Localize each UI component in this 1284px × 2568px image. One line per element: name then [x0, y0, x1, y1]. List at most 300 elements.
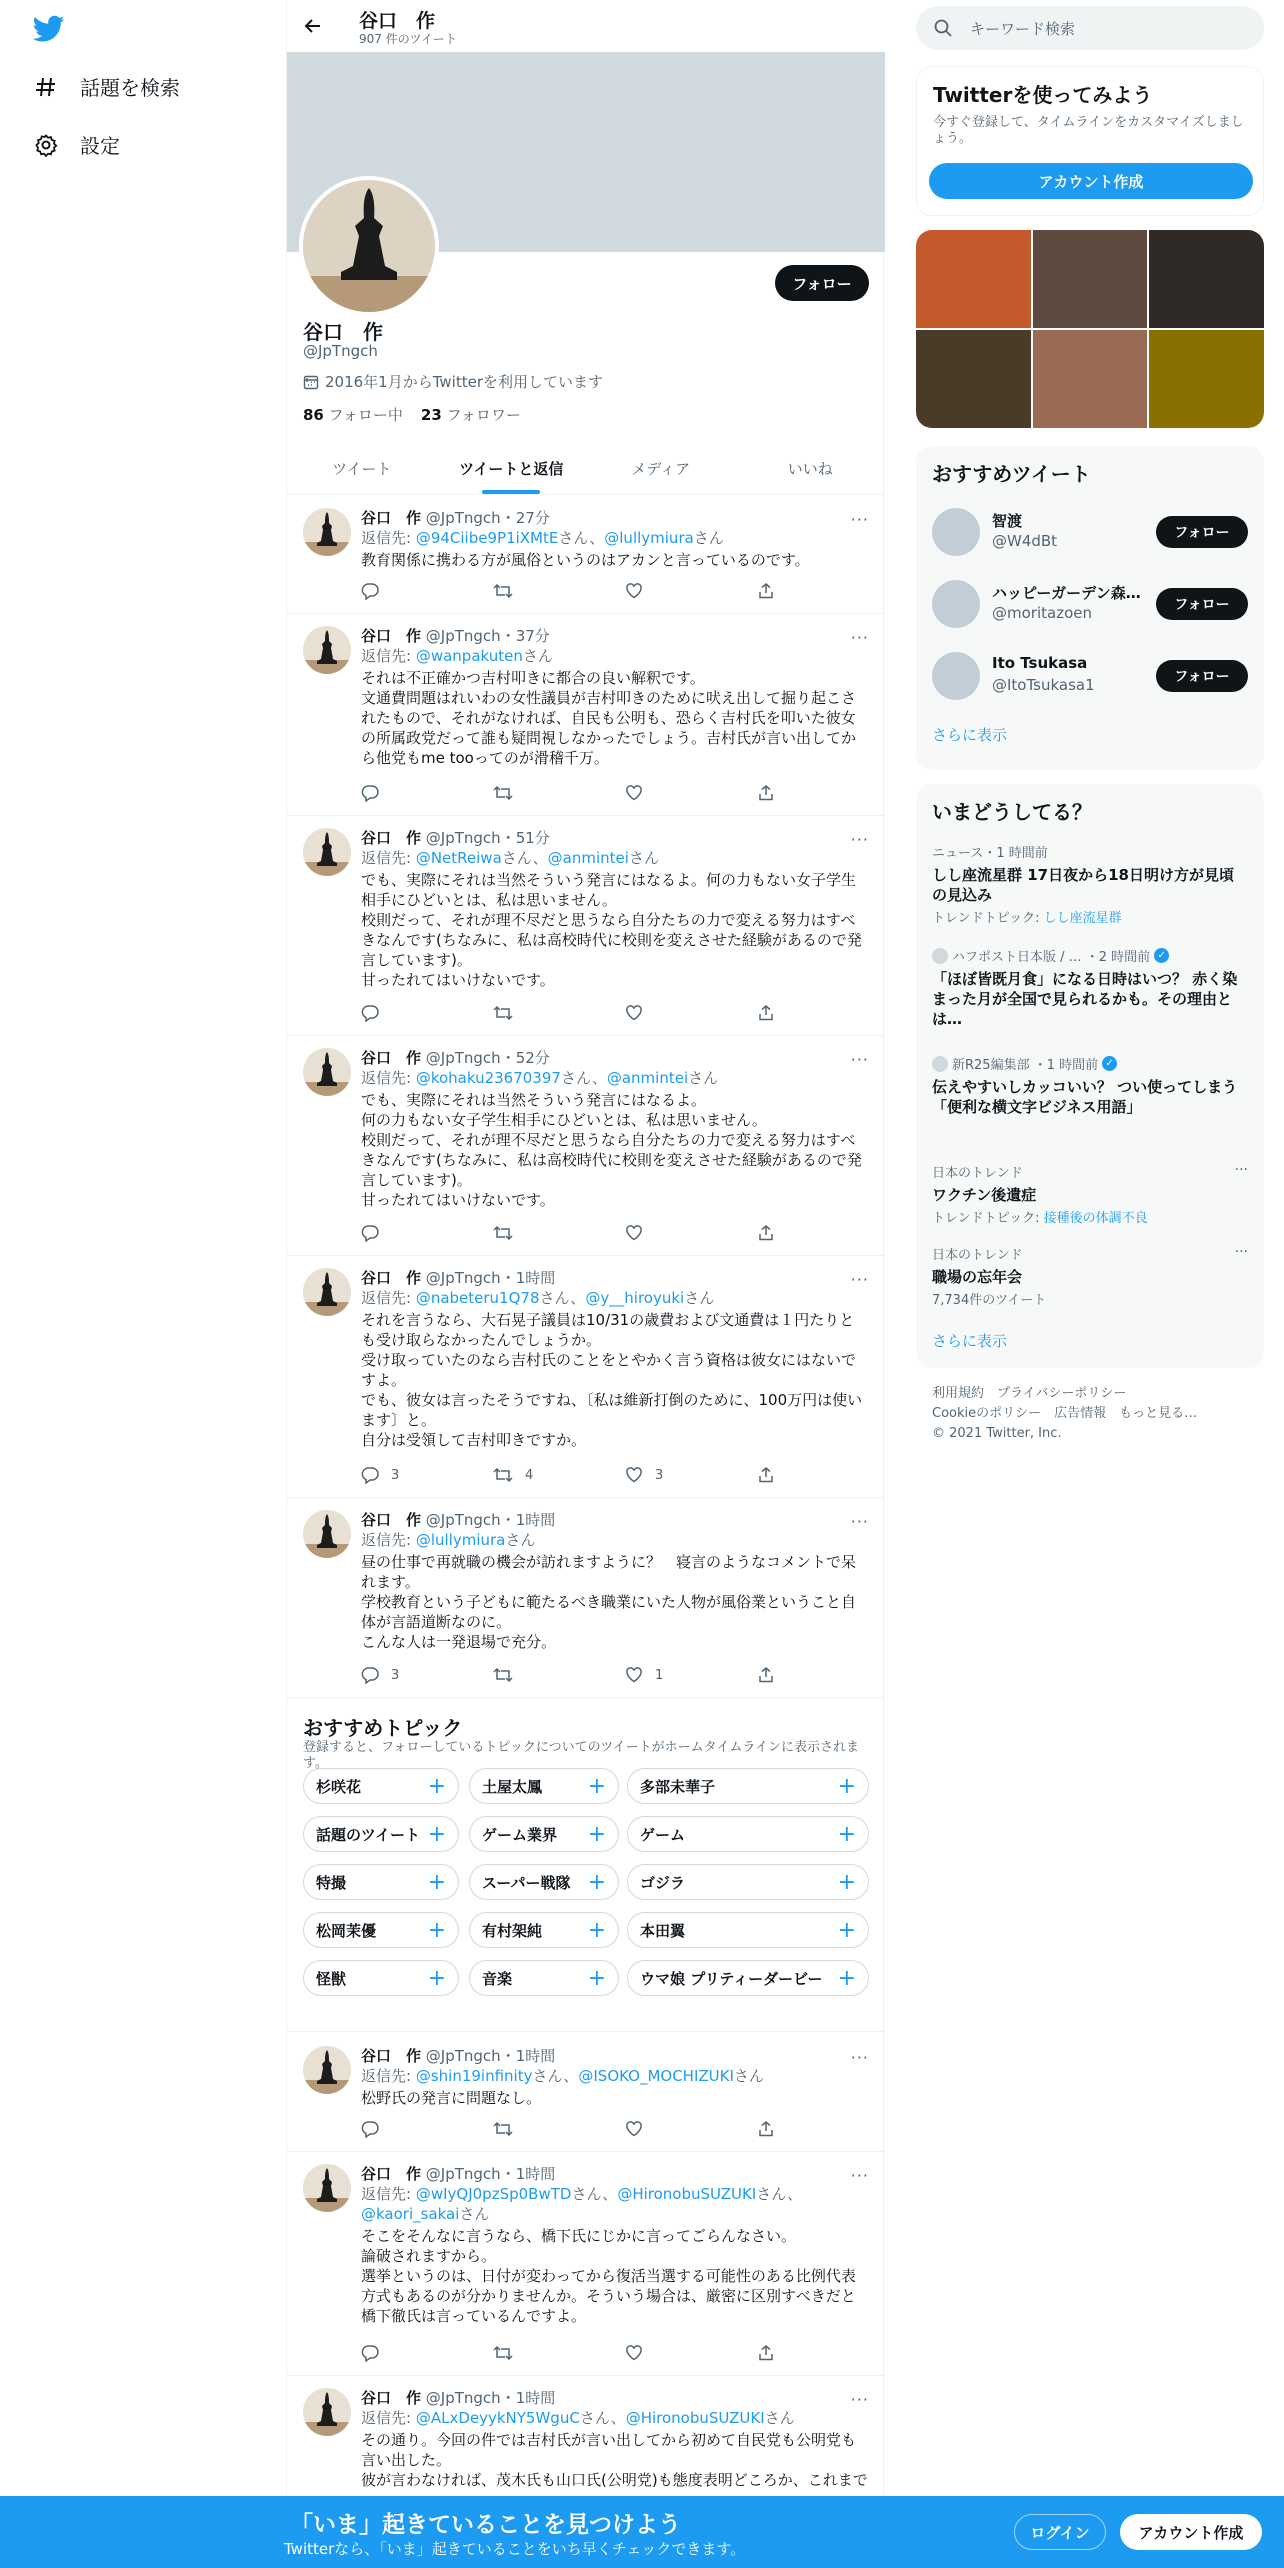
like-button[interactable]	[625, 2120, 655, 2138]
verified-badge-icon: ✓	[1102, 1056, 1117, 1071]
share-button[interactable]	[757, 582, 775, 600]
tweet-avatar[interactable]	[303, 2046, 351, 2094]
plus-icon: +	[837, 1821, 856, 1847]
media-thumbnail[interactable]	[916, 230, 1031, 328]
tweet-author-handle[interactable]: @JpTngch	[425, 509, 501, 527]
tweet-actions	[361, 1224, 801, 1244]
share-button[interactable]	[757, 1224, 775, 1242]
tweet-author-name[interactable]: 谷口 作	[361, 1269, 422, 1287]
profile-joined	[303, 371, 603, 392]
reply-mention-link[interactable]: @nabeteru1Q78	[415, 1289, 540, 1307]
tweet[interactable]	[287, 2152, 885, 2376]
tweet-avatar[interactable]	[303, 1510, 351, 1558]
tab-media[interactable]: メディア	[631, 460, 691, 478]
more-options-icon[interactable]: ···	[1234, 1162, 1248, 1178]
tweet-author-name[interactable]: 谷口 作	[361, 2165, 422, 2183]
tweet-actions	[361, 1004, 801, 1024]
retweet-button[interactable]	[493, 2120, 525, 2138]
tweet-avatar[interactable]	[303, 1048, 351, 1096]
tweet-separator: ・	[500, 627, 516, 645]
more-options-icon[interactable]: ···	[850, 1050, 869, 1069]
tweet-avatar[interactable]	[303, 2388, 351, 2436]
retweet-button[interactable]	[493, 2344, 525, 2362]
trend-title: しし座流星群 17日夜から18日明け方が見頃の見込み	[932, 866, 1234, 904]
reply-suffix: さん	[693, 529, 724, 547]
trend-context-text: ニュース・1 時間前	[932, 846, 1048, 861]
reply-button[interactable]	[361, 1466, 399, 1484]
tweet-actions	[361, 2120, 801, 2140]
reply-mention-link[interactable]: @kaori_sakai	[361, 2205, 460, 2223]
topic-chip-label: 本田翼	[640, 1921, 686, 1940]
tweet[interactable]	[287, 1036, 885, 1256]
followers-link[interactable]: 23 フォロワー	[420, 406, 521, 424]
footer-links-2[interactable]: Cookieのポリシー 広告情報 もっと見る…	[932, 1406, 1198, 1421]
trend-item[interactable]	[932, 1244, 1248, 1308]
plus-icon: +	[837, 1965, 856, 1991]
topic-chip[interactable]	[627, 1960, 869, 1996]
trend-item[interactable]	[932, 842, 1248, 926]
reply-prefix: 返信先:	[361, 1289, 416, 1307]
twitter-logo-icon[interactable]	[33, 15, 65, 43]
tweet-separator: ・	[500, 2047, 516, 2065]
share-button[interactable]	[757, 1466, 775, 1484]
gear-icon	[34, 133, 58, 157]
tweet-author-name[interactable]: 谷口 作	[361, 2047, 422, 2065]
tweet-separator: ・	[500, 1511, 516, 1529]
nav-settings[interactable]	[34, 130, 120, 159]
trend-context	[932, 842, 1248, 861]
trend-context	[932, 1244, 1248, 1263]
profile-header	[287, 0, 885, 52]
avatar[interactable]	[932, 580, 980, 628]
suggested-user[interactable]	[932, 648, 1248, 704]
plus-icon: +	[427, 1821, 446, 1847]
tweet-author-name[interactable]: 谷口 作	[361, 829, 422, 847]
share-button[interactable]	[757, 1004, 775, 1022]
who-to-follow-show-more[interactable]: さらに表示	[932, 726, 1008, 744]
tweet-separator: ・	[500, 2165, 516, 2183]
reply-button[interactable]	[361, 1004, 391, 1022]
tweet-actions	[361, 784, 801, 804]
media-thumbnail[interactable]	[1149, 330, 1264, 428]
trend-item[interactable]	[932, 1054, 1248, 1117]
tweet-time[interactable]: 1時間	[515, 2389, 556, 2407]
like-button[interactable]	[625, 1666, 663, 1684]
reply-suffix: さん、	[560, 1069, 607, 1087]
retweet-icon	[493, 1666, 513, 1684]
trend-context	[932, 946, 1248, 965]
topic-chip[interactable]	[627, 1864, 869, 1900]
trend-title: ワクチン後遺症	[932, 1186, 1037, 1204]
reply-to-line	[361, 1068, 869, 1088]
tweet[interactable]	[287, 816, 885, 1036]
avatar[interactable]	[932, 652, 980, 700]
reply-icon	[361, 2120, 379, 2138]
plus-icon: +	[587, 1917, 606, 1943]
tweet-meta	[361, 2046, 869, 2066]
trend-topic-link[interactable]: しし座流星群	[1043, 911, 1122, 926]
share-button[interactable]	[757, 2120, 775, 2138]
suggested-user-handle: @moritazoen	[992, 604, 1092, 622]
tweet-actions	[361, 2344, 801, 2364]
reply-button[interactable]	[361, 2120, 391, 2138]
reply-button[interactable]	[361, 2344, 391, 2362]
topic-chip[interactable]	[303, 1912, 459, 1948]
reply-mention-link[interactable]: @kohaku23670397	[415, 1069, 561, 1087]
share-button[interactable]	[757, 2344, 775, 2362]
tweet-author-name[interactable]: 谷口 作	[361, 1511, 422, 1529]
retweet-button[interactable]	[493, 1666, 525, 1684]
profile-stats	[303, 404, 521, 425]
like-button[interactable]	[625, 1224, 655, 1242]
like-icon	[625, 1004, 643, 1022]
tweet-time[interactable]: 1時間	[515, 1269, 556, 1287]
tweet-author-handle[interactable]: @JpTngch	[425, 1511, 501, 1529]
reply-suffix: さん、	[532, 2067, 579, 2085]
plus-icon: +	[427, 1965, 446, 1991]
topic-chip[interactable]	[627, 1912, 869, 1948]
reply-mention-link[interactable]: @lullymiura	[604, 529, 694, 547]
verified-badge-icon: ✓	[1154, 948, 1169, 963]
media-thumbnail[interactable]	[916, 330, 1031, 428]
like-button[interactable]	[625, 2344, 655, 2362]
tweet-avatar[interactable]	[303, 2164, 351, 2212]
trend-topic	[932, 1289, 1248, 1308]
reply-mention-link[interactable]: @ISOKO_MOCHIZUKI	[578, 2067, 734, 2085]
tweet-author-handle[interactable]: @JpTngch	[425, 2389, 501, 2407]
tweet-time[interactable]: 51分	[515, 829, 550, 847]
suggested-user[interactable]	[932, 576, 1248, 632]
reply-suffix: さん	[628, 849, 659, 867]
media-thumbnail[interactable]	[1149, 230, 1264, 328]
signup-button[interactable]: アカウント作成	[929, 163, 1253, 199]
trend-topic-link[interactable]: 接種後の体調不良	[1043, 1211, 1148, 1226]
tab-tweets[interactable]: ツイート	[332, 460, 392, 478]
tweet[interactable]	[287, 1256, 885, 1498]
like-count: 3	[655, 1467, 664, 1483]
more-options-icon[interactable]: ···	[850, 510, 869, 529]
reply-mention-link[interactable]: @anmintei	[606, 1069, 689, 1087]
share-button[interactable]	[757, 1666, 775, 1684]
signup-card	[916, 66, 1264, 216]
reply-mention-link[interactable]: @anmintei	[547, 849, 629, 867]
tweet-text: そこをそんなに言うなら、橋下氏にじかに言ってごらんなさい。 論破されますから。 選挙というのは、日付が変わってから復活当選する可能性のある比例代表方式もあるのが分かりませんか。そういう場合は、厳密に区別すべきだと橋下徹氏は言っているんですよ。	[361, 2227, 856, 2325]
tweet-author-name[interactable]: 谷口 作	[361, 2389, 422, 2407]
reply-suffix: さん、	[579, 2409, 626, 2427]
tweet-body	[361, 626, 869, 768]
retweet-icon	[493, 1466, 513, 1484]
nav-explore[interactable]	[34, 72, 180, 101]
reply-mention-link[interactable]: @y__hiroyuki	[585, 1289, 685, 1307]
tweet-actions	[361, 1666, 801, 1686]
retweet-button[interactable]	[493, 1466, 533, 1484]
tweet-author-handle[interactable]: @JpTngch	[425, 2165, 501, 2183]
topics-title: おすすめトピック	[303, 1716, 463, 1740]
topic-chip[interactable]	[469, 1816, 619, 1852]
tweet-separator: ・	[500, 509, 516, 527]
tweet[interactable]	[287, 1498, 885, 1698]
more-options-icon[interactable]: ···	[850, 1270, 869, 1289]
back-arrow-icon[interactable]	[303, 16, 323, 36]
like-icon	[625, 784, 643, 802]
trends-show-more[interactable]: さらに表示	[932, 1332, 1008, 1350]
tweet-author-name[interactable]: 谷口 作	[361, 627, 422, 645]
reply-suffix: さん	[522, 647, 553, 665]
retweet-button[interactable]	[493, 1224, 525, 1242]
source-avatar	[932, 948, 948, 964]
tweet-author-handle[interactable]: @JpTngch	[425, 2047, 501, 2065]
tweet-author-handle[interactable]: @JpTngch	[425, 627, 501, 645]
trend-context	[932, 1162, 1248, 1181]
suggested-user[interactable]	[932, 504, 1248, 560]
tweet[interactable]	[287, 614, 885, 816]
like-count: 1	[655, 1667, 664, 1683]
topic-chip[interactable]	[469, 1864, 619, 1900]
reply-to-line	[361, 2408, 869, 2428]
trend-item[interactable]	[932, 946, 1248, 1029]
topic-chip[interactable]	[303, 1960, 459, 1996]
more-options-icon[interactable]: ···	[850, 2390, 869, 2409]
more-options-icon[interactable]: ···	[1234, 1244, 1248, 1260]
trend-context	[932, 1054, 1248, 1073]
topic-chip[interactable]	[303, 1816, 459, 1852]
share-icon	[757, 1224, 775, 1242]
tweet-meta	[361, 1048, 869, 1068]
tweet-author-handle[interactable]: @JpTngch	[425, 829, 501, 847]
reply-mention-link[interactable]: @NetReiwa	[415, 849, 502, 867]
login-button[interactable]: ログイン	[1014, 2514, 1106, 2550]
nav-settings-label: 設定	[80, 134, 120, 158]
topic-chip-label: 土屋太鳳	[482, 1777, 543, 1796]
following-link[interactable]: 86 フォロー中	[303, 406, 403, 424]
trend-topic	[932, 907, 1248, 926]
like-icon	[625, 1224, 643, 1242]
trend-context-text: 日本のトレンド	[932, 1166, 1023, 1181]
reply-suffix: さん、	[571, 2185, 618, 2203]
reply-suffix: さん、	[558, 529, 605, 547]
profile-name: 谷口 作	[303, 320, 383, 344]
trend-context-text: 日本のトレンド	[932, 1248, 1023, 1263]
tweet-avatar[interactable]	[303, 626, 351, 674]
tweet-body	[361, 828, 869, 990]
like-button[interactable]	[625, 1466, 663, 1484]
more-options-icon[interactable]: ···	[850, 2166, 869, 2185]
tweet-time[interactable]: 37分	[515, 627, 550, 645]
reply-to-line	[361, 2066, 869, 2086]
retweet-icon	[493, 784, 513, 802]
reply-icon	[361, 1224, 379, 1242]
tweet-body	[361, 1510, 869, 1652]
calendar-icon	[303, 374, 319, 390]
trend-title: 職場の忘年会	[932, 1268, 1023, 1286]
reply-prefix: 返信先:	[361, 1069, 416, 1087]
reply-mention-link[interactable]: @wIyQJ0pzSp0BwTD	[415, 2185, 572, 2203]
recommended-topics	[287, 1698, 885, 2032]
reply-mention-link[interactable]: @shin19infinity	[415, 2067, 533, 2085]
topic-chip[interactable]	[469, 1768, 619, 1804]
tweet-avatar[interactable]	[303, 828, 351, 876]
trend-title: 伝えやすいしカッコいい？ つい使ってしまう「便利な横文字ビジネス用語」	[932, 1078, 1238, 1116]
topic-chip[interactable]	[469, 1912, 619, 1948]
like-button[interactable]	[625, 784, 655, 802]
like-icon	[625, 2120, 643, 2138]
reply-mention-link[interactable]: @HironobuSUZUKI	[625, 2409, 765, 2427]
media-thumbnail[interactable]	[1033, 230, 1148, 328]
topic-chip[interactable]	[303, 1864, 459, 1900]
retweet-icon	[493, 2344, 513, 2362]
reply-count: 3	[391, 1467, 400, 1483]
main-column	[286, 0, 884, 2568]
reply-suffix: さん	[684, 1289, 715, 1307]
footer-links-1[interactable]: 利用規約 プライバシーポリシー	[932, 1386, 1127, 1401]
profile-avatar[interactable]	[299, 176, 439, 316]
avatar[interactable]	[932, 508, 980, 556]
share-icon	[757, 1004, 775, 1022]
header-name: 谷口 作	[359, 10, 436, 32]
follow-button[interactable]: フォロー	[775, 265, 869, 301]
reply-mention-link[interactable]: @lullymiura	[415, 1531, 506, 1549]
share-button[interactable]	[757, 784, 775, 802]
tweet-actions	[361, 1466, 801, 1486]
topic-chip-label: 多部未華子	[640, 1777, 716, 1796]
reply-button[interactable]	[361, 1666, 399, 1684]
nav-explore-label: 話題を検索	[80, 76, 180, 100]
hashtag-icon	[34, 75, 58, 99]
like-icon	[625, 582, 643, 600]
plus-icon: +	[427, 1773, 446, 1799]
signup-title: Twitterを使ってみよう	[933, 83, 1153, 107]
bottom-signup-bar	[0, 2496, 1284, 2568]
media-thumbnail[interactable]	[1033, 330, 1148, 428]
create-account-button[interactable]: アカウント作成	[1120, 2514, 1262, 2550]
joined-text: 2016年1月からTwitterを利用しています	[325, 373, 603, 391]
tweet[interactable]	[287, 496, 885, 614]
search-placeholder: キーワード検索	[970, 19, 1076, 38]
tweet-text: その通り。今回の件では吉村氏が言い出してから初めて自民党も公明党も言い出した。 彼が言わなければ、茂木氏も山口氏(公明党)も態度表明どころか、これまで	[361, 2431, 868, 2489]
tweet-body	[361, 2388, 869, 2490]
tweet-author-name[interactable]: 谷口 作	[361, 509, 422, 527]
more-options-icon[interactable]: ···	[850, 1512, 869, 1531]
trends-card	[916, 784, 1264, 1368]
footer-copyright: © 2021 Twitter, Inc.	[932, 1426, 1062, 1441]
retweet-button[interactable]	[493, 1004, 525, 1022]
reply-mention-link[interactable]: @wanpakuten	[415, 647, 523, 665]
tweet-meta	[361, 508, 869, 528]
search-icon	[934, 19, 952, 37]
plus-icon: +	[587, 1869, 606, 1895]
tab-likes[interactable]: いいね	[787, 460, 833, 478]
tweet-time[interactable]: 1時間	[515, 1511, 556, 1529]
tweet[interactable]	[287, 2034, 885, 2152]
search-input[interactable]	[916, 6, 1264, 50]
tweet-text: それは不正確かつ吉村叩きに都合の良い解釈です。 文通費問題はれいわの女性議員が吉村叩きのために吠え出して掘り起こされたもので、それがなければ、自民も公明も、恐らく吉村氏を叩いた彼女の所属政党だって誰も疑問視しなかったでしょう。吉村氏が言い出してから他党もme tooってのが滑稽千万。	[361, 669, 857, 767]
tweet-meta	[361, 1510, 869, 1530]
reply-button[interactable]	[361, 582, 391, 600]
tweet-avatar[interactable]	[303, 508, 351, 556]
tweet-author-name[interactable]: 谷口 作	[361, 1049, 422, 1067]
like-button[interactable]	[625, 582, 655, 600]
retweet-button[interactable]	[493, 582, 525, 600]
tweet-text: 教育関係に携わる方が風俗というのはアカンと言っているのです。	[361, 551, 810, 569]
reply-suffix: さん、	[756, 2185, 803, 2203]
like-button[interactable]	[625, 1004, 655, 1022]
reply-icon	[361, 1004, 379, 1022]
reply-suffix: さん	[688, 1069, 719, 1087]
header-tweet-count: 907 件のツイート	[359, 32, 457, 46]
plus-icon: +	[587, 1821, 606, 1847]
tab-tweets-and-replies[interactable]: ツイートと返信	[437, 443, 587, 494]
suggested-user-name: ハッピーガーデン森…	[992, 584, 1141, 602]
topic-chip-label: ゲーム業界	[482, 1825, 558, 1844]
trend-context-text: 新R25編集部 ・1 時間前	[952, 1058, 1099, 1073]
topic-chip-label: ゲーム	[640, 1825, 686, 1844]
retweet-icon	[493, 1004, 513, 1022]
tweet-time[interactable]: 52分	[515, 1049, 550, 1067]
tweet-separator: ・	[500, 1049, 516, 1067]
more-options-icon[interactable]: ···	[850, 830, 869, 849]
tweet-author-handle[interactable]: @JpTngch	[425, 1269, 501, 1287]
reply-button[interactable]	[361, 1224, 391, 1242]
reply-suffix: さん、	[539, 1289, 586, 1307]
reply-to-line	[361, 2184, 869, 2224]
reply-mention-link[interactable]: @ALxDeyykNY5WguC	[415, 2409, 580, 2427]
follow-button[interactable]: フォロー	[1156, 660, 1248, 692]
share-icon	[757, 1466, 775, 1484]
trends-title: いまどうしてる？	[932, 800, 1092, 824]
topic-chip[interactable]	[627, 1816, 869, 1852]
reply-button[interactable]	[361, 784, 391, 802]
reply-icon	[361, 1666, 379, 1684]
tweet-meta	[361, 1268, 869, 1288]
topic-chip[interactable]	[469, 1960, 619, 1996]
reply-icon	[361, 582, 379, 600]
media-grid	[916, 230, 1264, 428]
trend-item[interactable]	[932, 1162, 1248, 1226]
tweet-meta	[361, 626, 869, 646]
reply-suffix: さん	[733, 2067, 764, 2085]
reply-icon	[361, 2344, 379, 2362]
reply-to-line	[361, 1288, 869, 1308]
follow-button[interactable]: フォロー	[1156, 516, 1248, 548]
topic-chip-label: ゴジラ	[640, 1873, 686, 1892]
tweet-text: 松野氏の発言に問題なし。	[361, 2089, 542, 2107]
tweet-author-handle[interactable]: @JpTngch	[425, 1049, 501, 1067]
topic-chip-label: ウマ娘 プリティーダービー	[640, 1969, 823, 1988]
tweet-body	[361, 2164, 869, 2326]
more-options-icon[interactable]: ···	[850, 2048, 869, 2067]
tweet-time[interactable]: 1時間	[515, 2165, 556, 2183]
reply-prefix: 返信先:	[361, 2409, 416, 2427]
like-icon	[625, 1466, 643, 1484]
topic-chip[interactable]	[303, 1768, 459, 1804]
like-icon	[625, 2344, 643, 2362]
tweet-time[interactable]: 27分	[515, 509, 550, 527]
follow-button[interactable]: フォロー	[1156, 588, 1248, 620]
reply-mention-link[interactable]: @94Ciibe9P1iXMtE	[415, 529, 559, 547]
share-icon	[757, 2120, 775, 2138]
topic-chip[interactable]	[627, 1768, 869, 1804]
trend-topic-link[interactable]: 7,734件のツイート	[932, 1293, 1047, 1308]
tweet-meta	[361, 828, 869, 848]
reply-mention-link[interactable]: @HironobuSUZUKI	[617, 2185, 757, 2203]
reply-icon	[361, 784, 379, 802]
topics-description: 登録すると、フォローしているトピックについてのツイートがホームタイムラインに表示されます。	[303, 1740, 860, 1771]
source-avatar	[932, 1056, 948, 1072]
tweet-avatar[interactable]	[303, 1268, 351, 1316]
tweet-time[interactable]: 1時間	[515, 2047, 556, 2065]
more-options-icon[interactable]: ···	[850, 628, 869, 647]
retweet-button[interactable]	[493, 784, 525, 802]
